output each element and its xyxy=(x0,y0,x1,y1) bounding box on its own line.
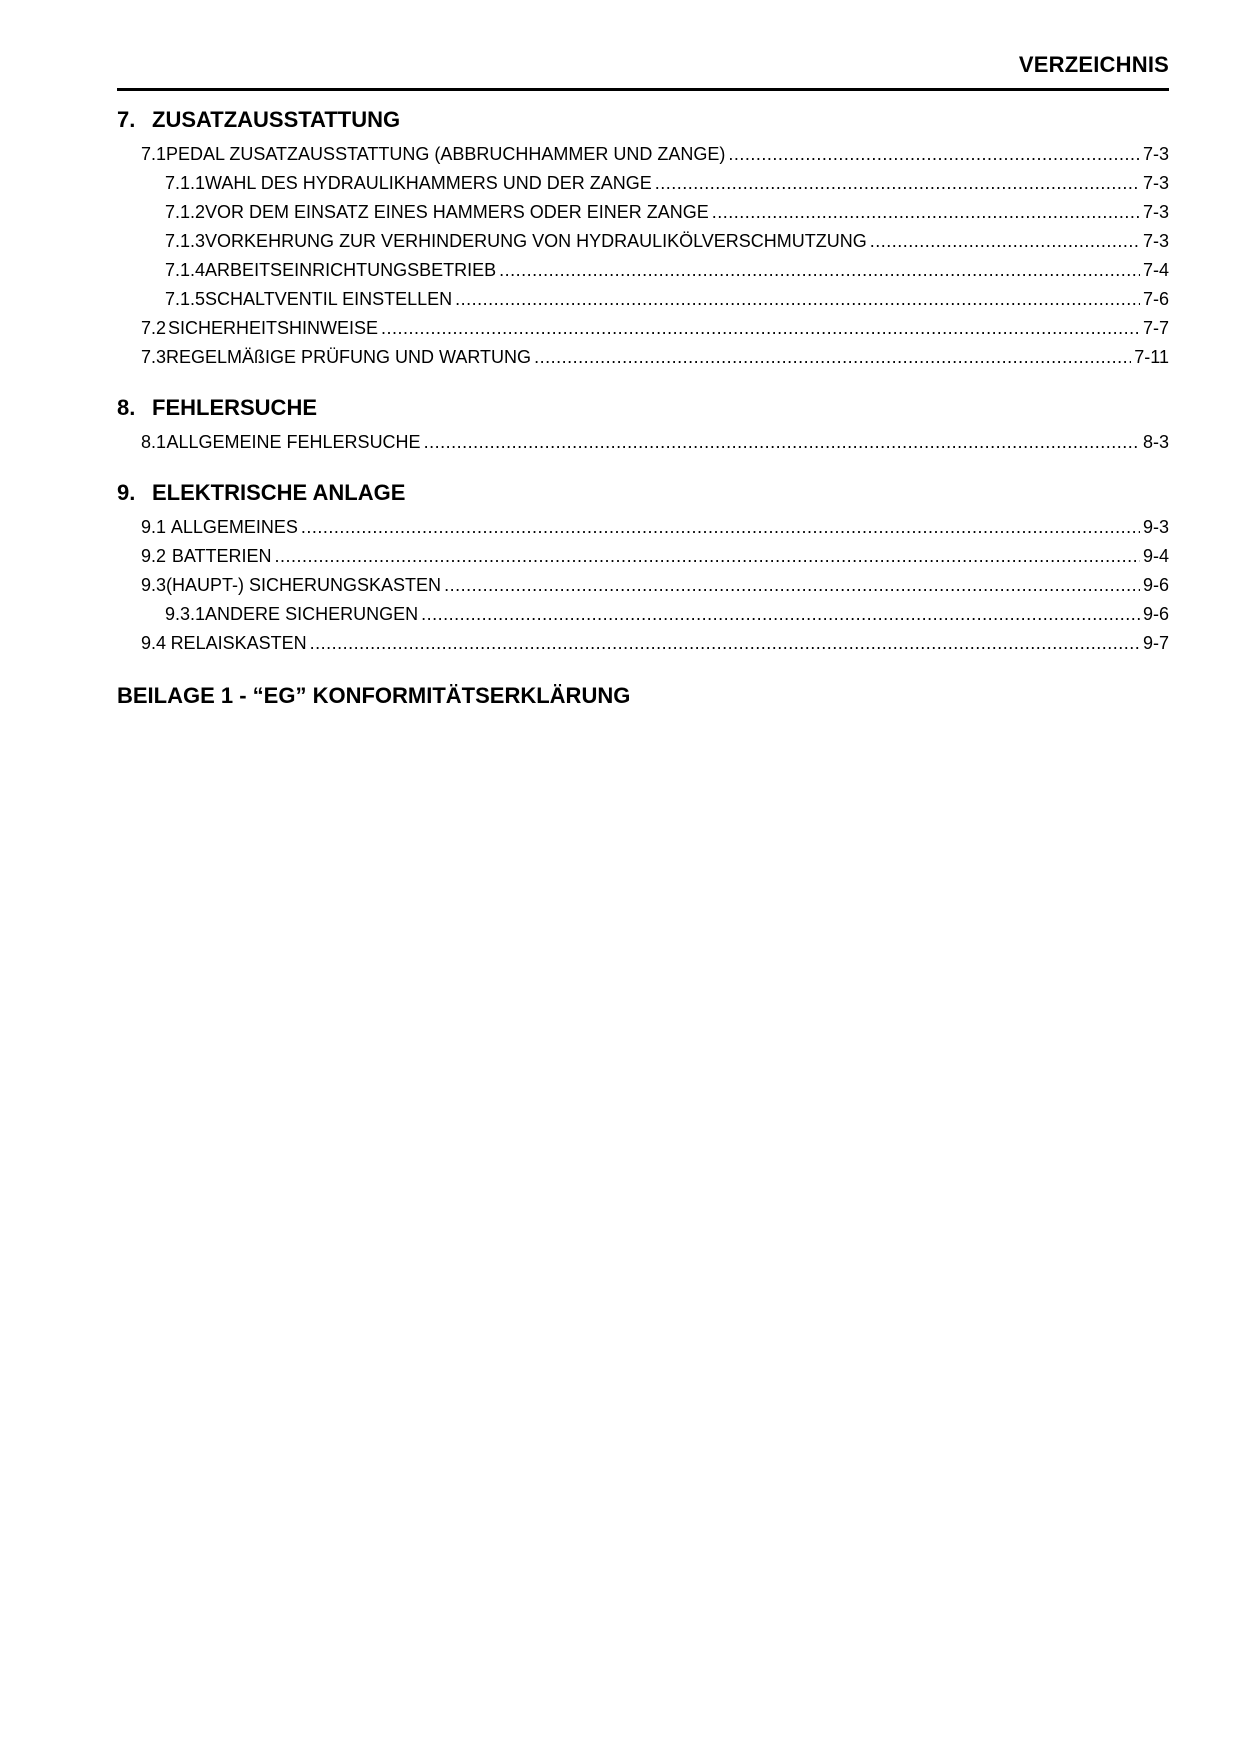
entry-page-number: 9-4 xyxy=(1142,546,1169,566)
page-header xyxy=(117,52,1169,91)
entry-page-number: 9-7 xyxy=(1142,633,1169,653)
toc-entry[interactable] xyxy=(117,629,1169,658)
entry-page-number: 7-3 xyxy=(1142,144,1169,164)
dot-leader xyxy=(534,343,1131,372)
toc-chapter-8 xyxy=(117,394,1169,457)
toc-entry[interactable] xyxy=(117,428,1169,457)
entry-number: 9.1 xyxy=(141,517,167,537)
entry-number: 7.1.3 xyxy=(165,231,206,251)
entry-page-number: 9-6 xyxy=(1142,575,1169,595)
toc-entry[interactable] xyxy=(117,571,1169,600)
dot-leader xyxy=(381,314,1140,343)
toc-entry[interactable] xyxy=(117,227,1169,256)
entry-title: ARBEITSEINRICHTUNGSBETRIEB xyxy=(205,260,497,280)
dot-leader xyxy=(870,227,1140,256)
entry-page-number: 9-3 xyxy=(1142,517,1169,537)
chapter-title: ZUSATZAUSSTATTUNG xyxy=(152,107,401,132)
entry-title: REGELMÄßIGE PRÜFUNG UND WARTUNG xyxy=(166,347,532,367)
toc-entry[interactable] xyxy=(117,198,1169,227)
chapter-heading[interactable] xyxy=(117,479,1169,507)
dot-leader xyxy=(712,198,1140,227)
entry-title: (HAUPT-) SICHERUNGSKASTEN xyxy=(166,575,442,595)
entry-page-number: 9-6 xyxy=(1142,604,1169,624)
entry-title: PEDAL ZUSATZAUSSTATTUNG (ABBRUCHHAMMER UND ZANGE) xyxy=(166,144,726,164)
toc-entry[interactable] xyxy=(117,140,1169,169)
table-of-contents xyxy=(117,106,1169,710)
toc-entry[interactable] xyxy=(117,513,1169,542)
entry-number: 8.1 xyxy=(141,432,167,452)
dot-leader xyxy=(275,542,1140,571)
chapter-number: 7. xyxy=(117,107,136,132)
entry-number: 7.1.2 xyxy=(165,202,206,222)
entry-number: 7.1.1 xyxy=(165,173,206,193)
toc-chapter-7 xyxy=(117,106,1169,372)
toc-entry[interactable] xyxy=(117,314,1169,343)
entry-page-number: 7-3 xyxy=(1142,231,1169,251)
entry-title: BATTERIEN xyxy=(171,546,272,566)
chapter-heading[interactable] xyxy=(117,106,1169,134)
entry-page-number: 7-11 xyxy=(1134,347,1169,367)
entry-title: VOR DEM EINSATZ EINES HAMMERS ODER EINER ZANGE xyxy=(205,202,709,222)
entry-number: 7.1.5 xyxy=(165,289,206,309)
chapter-title: FEHLERSUCHE xyxy=(152,395,318,420)
dot-leader xyxy=(455,285,1140,314)
dot-leader xyxy=(499,256,1140,285)
toc-entry[interactable] xyxy=(117,169,1169,198)
entry-page-number: 8-3 xyxy=(1142,432,1169,452)
page-header-title: VERZEICHNIS xyxy=(1018,52,1169,77)
toc-entry[interactable] xyxy=(117,285,1169,314)
chapter-heading[interactable] xyxy=(117,394,1169,422)
dot-leader xyxy=(421,600,1140,629)
entry-number: 9.2 xyxy=(141,546,167,566)
toc-chapter-9 xyxy=(117,479,1169,658)
dot-leader xyxy=(310,629,1140,658)
entry-title: ANDERE SICHERUNGEN xyxy=(205,604,419,624)
chapter-number: 9. xyxy=(117,480,136,505)
dot-leader xyxy=(655,169,1140,198)
entry-title: SICHERHEITSHINWEISE xyxy=(168,318,379,338)
appendix-heading[interactable]: BEILAGE 1 - “EG” KONFORMITÄTSERKLÄRUNG xyxy=(117,683,631,708)
entry-title: ALLGEMEINES xyxy=(170,517,298,537)
entry-number: 7.2 xyxy=(141,318,167,338)
entry-number: 9.3 xyxy=(141,575,167,595)
dot-leader xyxy=(444,571,1140,600)
entry-title: RELAISKASTEN xyxy=(170,633,307,653)
entry-title: SCHALTVENTIL EINSTELLEN xyxy=(205,289,453,309)
entry-title: ALLGEMEINE FEHLERSUCHE xyxy=(166,432,421,452)
entry-number: 7.1.4 xyxy=(165,260,206,280)
entry-title: VORKEHRUNG ZUR VERHINDERUNG VON HYDRAULIKÖLVERSCHMUTZUNG xyxy=(205,231,867,251)
entry-number: 7.3 xyxy=(141,347,167,367)
entry-page-number: 7-3 xyxy=(1142,202,1169,222)
chapter-number: 8. xyxy=(117,395,136,420)
dot-leader xyxy=(301,513,1140,542)
toc-entry[interactable] xyxy=(117,343,1169,372)
toc-entry[interactable] xyxy=(117,600,1169,629)
dot-leader xyxy=(424,428,1140,457)
dot-leader xyxy=(728,140,1140,169)
entry-page-number: 7-4 xyxy=(1142,260,1169,280)
entry-title: WAHL DES HYDRAULIKHAMMERS UND DER ZANGE xyxy=(205,173,652,193)
entry-page-number: 7-6 xyxy=(1142,289,1169,309)
entry-page-number: 7-3 xyxy=(1142,173,1169,193)
entry-number: 7.1 xyxy=(141,144,167,164)
chapter-title: ELEKTRISCHE ANLAGE xyxy=(152,480,406,505)
toc-entry[interactable] xyxy=(117,542,1169,571)
entry-number: 9.3.1 xyxy=(165,604,206,624)
entry-number: 9.4 xyxy=(141,633,167,653)
entry-page-number: 7-7 xyxy=(1142,318,1169,338)
toc-entry[interactable] xyxy=(117,256,1169,285)
